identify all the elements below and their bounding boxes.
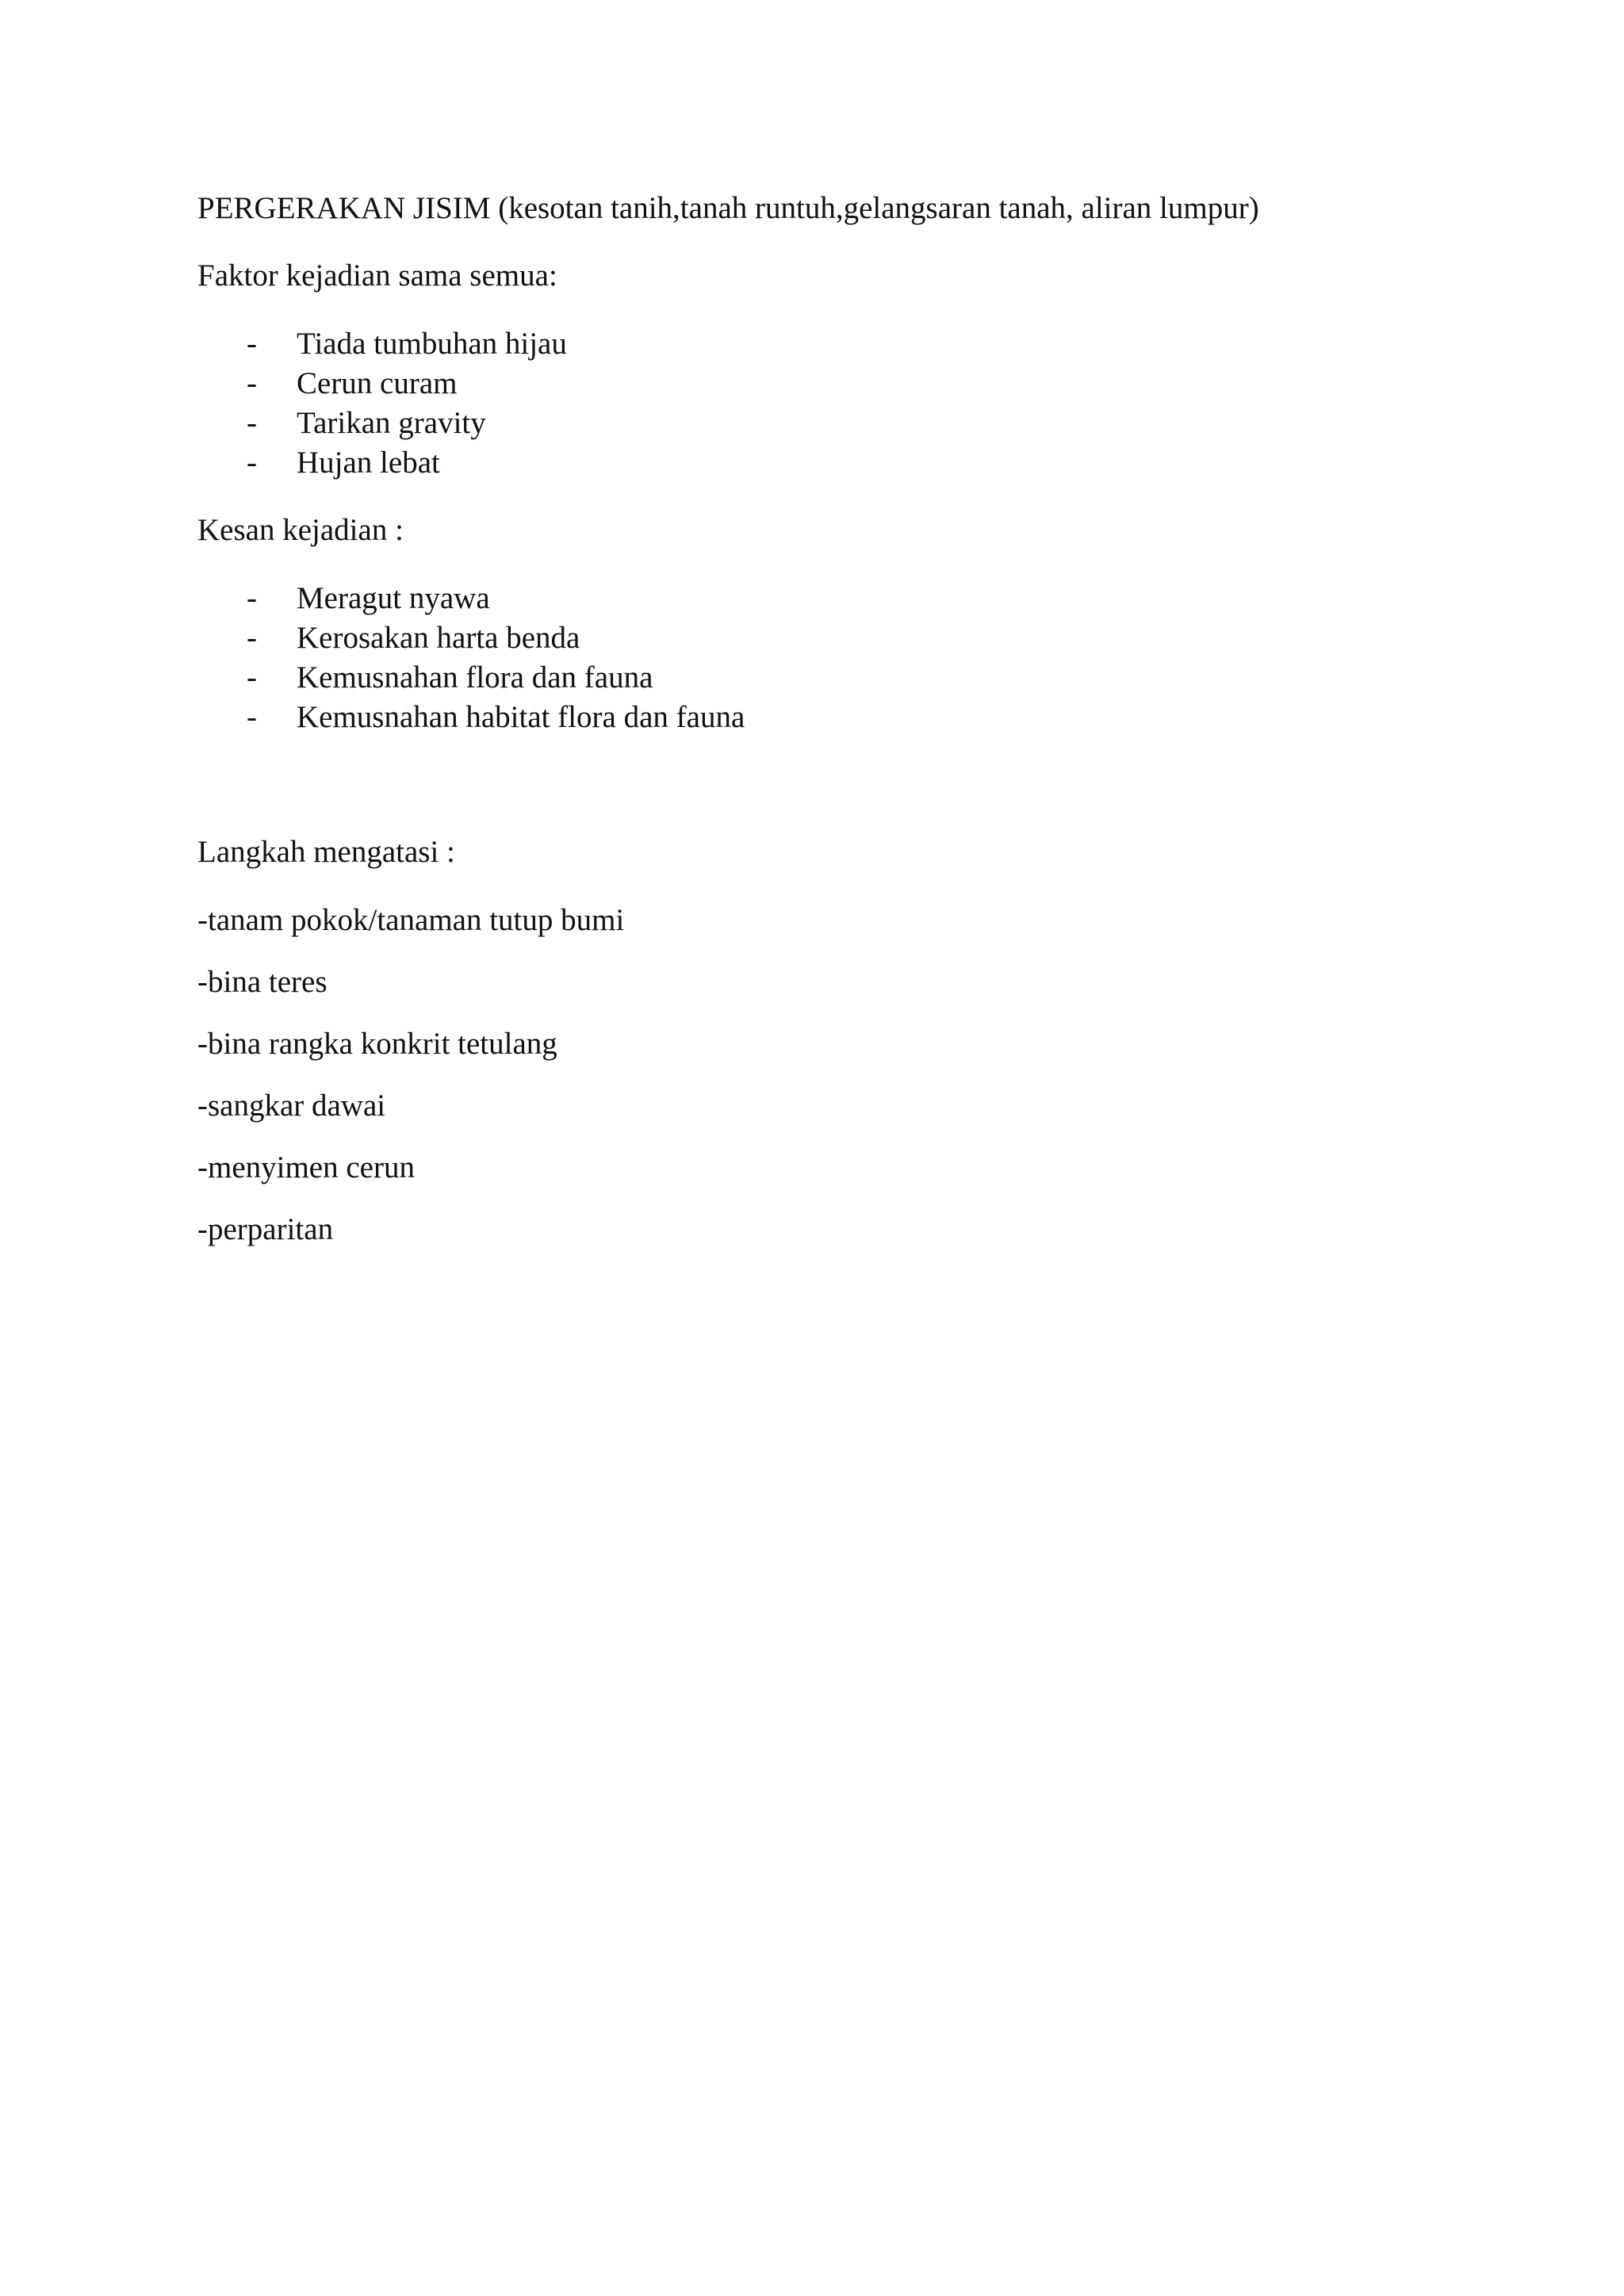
list-item-text: Kerosakan harta benda xyxy=(297,621,580,655)
dash-bullet: - xyxy=(247,327,257,361)
list-item-text: Tiada tumbuhan hijau xyxy=(297,327,567,361)
list-item-text: Hujan lebat xyxy=(297,446,440,480)
dash-bullet: - xyxy=(247,700,257,734)
list-item xyxy=(197,618,1434,658)
list-item xyxy=(197,364,1434,404)
document-title: PERGERAKAN JISIM (kesotan tanih,tanah runtuh,gelangsaran tanah, aliran lumpur) xyxy=(197,191,1259,225)
document-body xyxy=(197,189,1434,1272)
dash-bullet: - xyxy=(247,621,257,655)
list-item xyxy=(197,324,1434,364)
list-item xyxy=(197,404,1434,443)
dash-bullet: - xyxy=(247,406,257,440)
measure-item: -bina teres xyxy=(197,965,327,999)
factors-heading: Faktor kejadian sama semua: xyxy=(197,258,557,293)
list-item xyxy=(197,579,1434,618)
measure-item: -tanam pokok/tanaman tutup bumi xyxy=(197,903,625,937)
effects-list xyxy=(197,579,1434,737)
factors-list xyxy=(197,324,1434,483)
list-item xyxy=(197,658,1434,698)
dash-bullet: - xyxy=(247,581,257,615)
list-item-text: Cerun curam xyxy=(297,366,458,400)
measure-item: -menyimen cerun xyxy=(197,1150,415,1184)
dash-bullet: - xyxy=(247,366,257,400)
list-item-text: Meragut nyawa xyxy=(297,581,490,615)
list-item-text: Kemusnahan flora dan fauna xyxy=(297,660,653,695)
measure-item: -bina rangka konkrit tetulang xyxy=(197,1027,557,1061)
measure-item: -sangkar dawai xyxy=(197,1089,386,1123)
list-item-text: Kemusnahan habitat flora dan fauna xyxy=(297,700,745,734)
measure-item: -perparitan xyxy=(197,1212,334,1246)
list-item xyxy=(197,698,1434,737)
dash-bullet: - xyxy=(247,660,257,695)
list-item-text: Tarikan gravity xyxy=(297,406,486,440)
list-item xyxy=(197,443,1434,483)
dash-bullet: - xyxy=(247,446,257,480)
measures-heading: Langkah mengatasi : xyxy=(197,835,455,869)
effects-heading: Kesan kejadian : xyxy=(197,513,404,547)
